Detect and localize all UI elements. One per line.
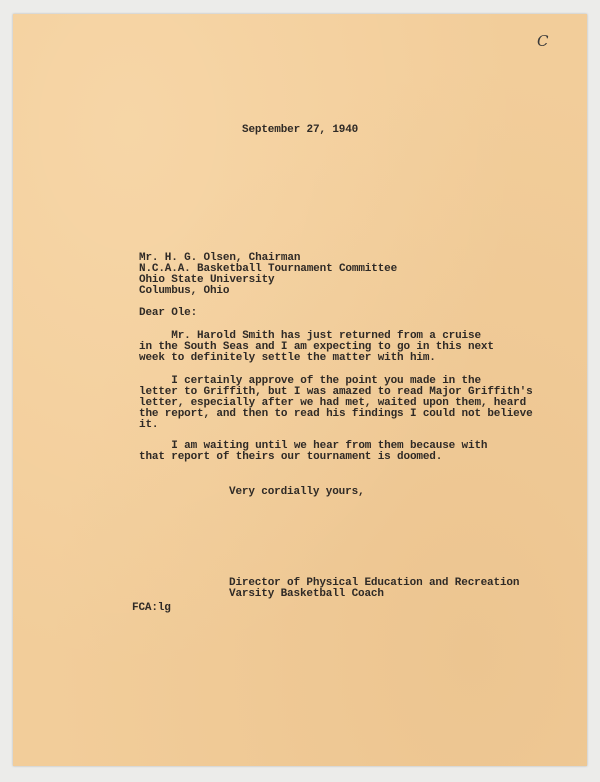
salutation: Dear Ole: <box>139 307 198 319</box>
addressee-name: Mr. H. G. Olsen, Chairman <box>139 252 301 264</box>
signature-title: Director of Physical Education and Recreation <box>229 577 520 589</box>
letter-sheet <box>13 14 587 766</box>
letter-date: September 27, 1940 <box>242 124 359 136</box>
paragraph-line: I certainly approve of the point you made in the <box>139 375 481 387</box>
paragraph-line: in the South Seas and I am expecting to go in this next <box>139 341 494 353</box>
addressee-committee: N.C.A.A. Basketball Tournament Committee <box>139 263 398 275</box>
paragraph-line: it. <box>139 419 159 431</box>
addressee-city: Columbus, Ohio <box>139 285 230 297</box>
addressee-university: Ohio State University <box>139 274 275 286</box>
closing: Very cordially yours, <box>229 486 365 498</box>
paragraph-line: Mr. Harold Smith has just returned from a cruise <box>139 330 481 342</box>
signature-role: Varsity Basketball Coach <box>229 588 384 600</box>
paragraph-line: the report, and then to read his findings I could not believe <box>139 408 533 420</box>
paragraph-line: I am waiting until we hear from them because with <box>139 440 488 452</box>
paragraph-line: week to definitely settle the matter with him. <box>139 352 436 364</box>
paragraph-line: that report of theirs our tournament is doomed. <box>139 451 443 463</box>
page-mark: C <box>537 32 549 50</box>
paragraph-line: letter, especially after we had met, waited upon them, heard <box>139 397 527 409</box>
typist-initials: FCA:lg <box>132 602 171 614</box>
paragraph-line: letter to Griffith, but I was amazed to read Major Griffith's <box>139 386 533 398</box>
